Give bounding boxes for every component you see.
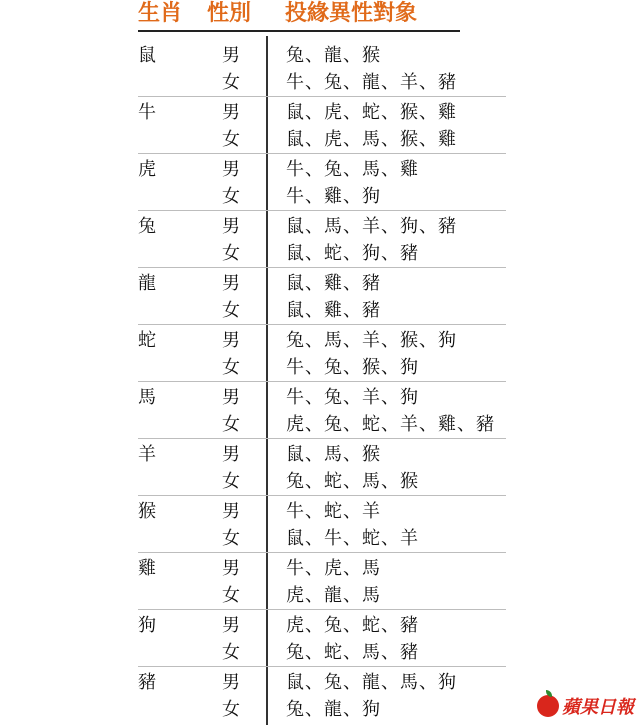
female-matches: 鼠、雞、豬 [286, 300, 381, 321]
male-matches: 兔、龍、猴 [286, 45, 381, 66]
compatibility-table [0, 40, 640, 724]
table-row [0, 439, 640, 496]
female-matches: 牛、兔、龍、羊、豬 [286, 72, 457, 93]
table-header [0, 0, 640, 32]
table-row [0, 154, 640, 211]
male-matches: 牛、蛇、羊 [286, 501, 381, 522]
logo-text: 蘋果日報 [562, 697, 634, 718]
zodiac-sign: 鼠 [138, 45, 156, 66]
male-matches: 虎、兔、蛇、豬 [286, 615, 419, 636]
header-underline [138, 30, 460, 32]
female-matches: 虎、龍、馬 [286, 585, 381, 606]
gender-male: 男 [222, 387, 240, 408]
zodiac-sign: 虎 [138, 159, 156, 180]
male-matches: 牛、虎、馬 [286, 558, 381, 579]
gender-male: 男 [222, 216, 240, 237]
gender-female: 女 [222, 243, 240, 264]
gender-male: 男 [222, 45, 240, 66]
male-matches: 鼠、雞、豬 [286, 273, 381, 294]
gender-female: 女 [222, 186, 240, 207]
zodiac-sign: 雞 [138, 558, 156, 579]
table-row [0, 496, 640, 553]
table-row [0, 268, 640, 325]
zodiac-sign: 兔 [138, 216, 156, 237]
female-matches: 虎、兔、蛇、羊、雞、豬 [286, 414, 495, 435]
header-gender: 性別 [207, 1, 252, 26]
female-matches: 牛、雞、狗 [286, 186, 381, 207]
male-matches: 鼠、馬、羊、狗、豬 [286, 216, 457, 237]
header-zodiac: 生肖 [138, 1, 183, 26]
table-row [0, 553, 640, 610]
zodiac-sign: 龍 [138, 273, 156, 294]
gender-male: 男 [222, 615, 240, 636]
zodiac-sign: 蛇 [138, 330, 156, 351]
gender-male: 男 [222, 159, 240, 180]
zodiac-sign: 牛 [138, 102, 156, 123]
male-matches: 鼠、馬、猴 [286, 444, 381, 465]
female-matches: 兔、龍、狗 [286, 699, 381, 720]
female-matches: 兔、蛇、馬、豬 [286, 642, 419, 663]
zodiac-sign: 狗 [138, 615, 156, 636]
header-matches: 投緣異性對象 [285, 1, 418, 26]
zodiac-sign: 猴 [138, 501, 156, 522]
gender-male: 男 [222, 558, 240, 579]
gender-male: 男 [222, 102, 240, 123]
male-matches: 鼠、虎、蛇、猴、雞 [286, 102, 457, 123]
female-matches: 牛、兔、猴、狗 [286, 357, 419, 378]
gender-female: 女 [222, 300, 240, 321]
gender-female: 女 [222, 642, 240, 663]
apple-icon [537, 695, 559, 717]
table-row [0, 97, 640, 154]
table-row [0, 382, 640, 439]
female-matches: 鼠、牛、蛇、羊 [286, 528, 419, 549]
table-row [0, 211, 640, 268]
zodiac-sign: 羊 [138, 444, 156, 465]
gender-female: 女 [222, 129, 240, 150]
male-matches: 鼠、兔、龍、馬、狗 [286, 672, 457, 693]
gender-male: 男 [222, 501, 240, 522]
gender-male: 男 [222, 330, 240, 351]
zodiac-sign: 馬 [138, 387, 156, 408]
gender-female: 女 [222, 699, 240, 720]
female-matches: 鼠、蛇、狗、豬 [286, 243, 419, 264]
gender-female: 女 [222, 528, 240, 549]
gender-male: 男 [222, 273, 240, 294]
male-matches: 牛、兔、羊、狗 [286, 387, 419, 408]
gender-female: 女 [222, 72, 240, 93]
female-matches: 兔、蛇、馬、猴 [286, 471, 419, 492]
male-matches: 牛、兔、馬、雞 [286, 159, 419, 180]
female-matches: 鼠、虎、馬、猴、雞 [286, 129, 457, 150]
gender-male: 男 [222, 444, 240, 465]
zodiac-sign: 豬 [138, 672, 156, 693]
gender-female: 女 [222, 414, 240, 435]
gender-female: 女 [222, 471, 240, 492]
male-matches: 兔、馬、羊、猴、狗 [286, 330, 457, 351]
newspaper-logo [537, 693, 634, 719]
table-row [0, 610, 640, 667]
table-row [0, 325, 640, 382]
gender-female: 女 [222, 585, 240, 606]
table-row [0, 40, 640, 97]
gender-male: 男 [222, 672, 240, 693]
gender-female: 女 [222, 357, 240, 378]
